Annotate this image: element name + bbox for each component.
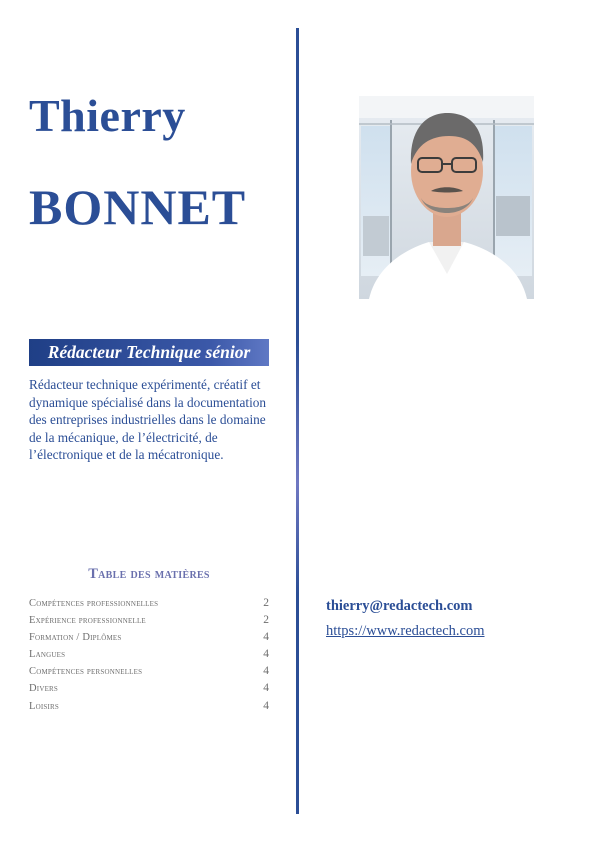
toc-entry-label: Loisirs (29, 700, 59, 712)
first-name: Thierry (29, 90, 186, 141)
toc-entry-label: Compétences professionnelles (29, 598, 159, 609)
portrait-image (359, 96, 534, 299)
toc-entry-page: 4 (263, 631, 269, 644)
website-link[interactable]: https://www.redactech.com (326, 623, 485, 639)
toc-entry-label: Formation / Diplômes (29, 632, 122, 644)
table-of-contents (29, 597, 269, 717)
toc-entry-label: Compétences personnelles (29, 666, 143, 678)
toc-entry-page: 2 (263, 597, 269, 609)
last-name: BONNET (29, 179, 247, 235)
toc-entry[interactable] (29, 631, 269, 648)
toc-entry-label: Langues (29, 649, 66, 661)
toc-entry[interactable] (29, 665, 269, 682)
job-title-banner: Rédacteur Technique sénior (29, 339, 269, 366)
toc-entry-page: 2 (263, 614, 269, 627)
toc-entry-page: 4 (263, 682, 269, 695)
toc-entry-label: Divers (29, 683, 59, 695)
toc-entry-label: Expérience professionnelle (29, 615, 146, 627)
toc-title: Table des matières (88, 566, 210, 582)
toc-entry-page: 4 (263, 665, 269, 678)
toc-entry-page: 4 (263, 699, 269, 712)
toc-entry[interactable] (29, 648, 269, 665)
toc-entry[interactable] (29, 682, 269, 699)
profile-photo (359, 96, 534, 299)
toc-entry[interactable] (29, 700, 269, 717)
toc-entry-page: 4 (263, 648, 269, 661)
toc-entry[interactable] (29, 597, 269, 614)
email-address[interactable]: thierry@redactech.com (326, 598, 473, 614)
profile-summary: Rédacteur technique expérimenté, créatif et dynamique spécialisé dans la documentation des entreprises industrielles dans le domaine de la mécanique, de l’électricité, de l’électronique et de la mécatronique. (29, 377, 267, 463)
vertical-divider (296, 28, 299, 814)
toc-entry[interactable] (29, 614, 269, 631)
